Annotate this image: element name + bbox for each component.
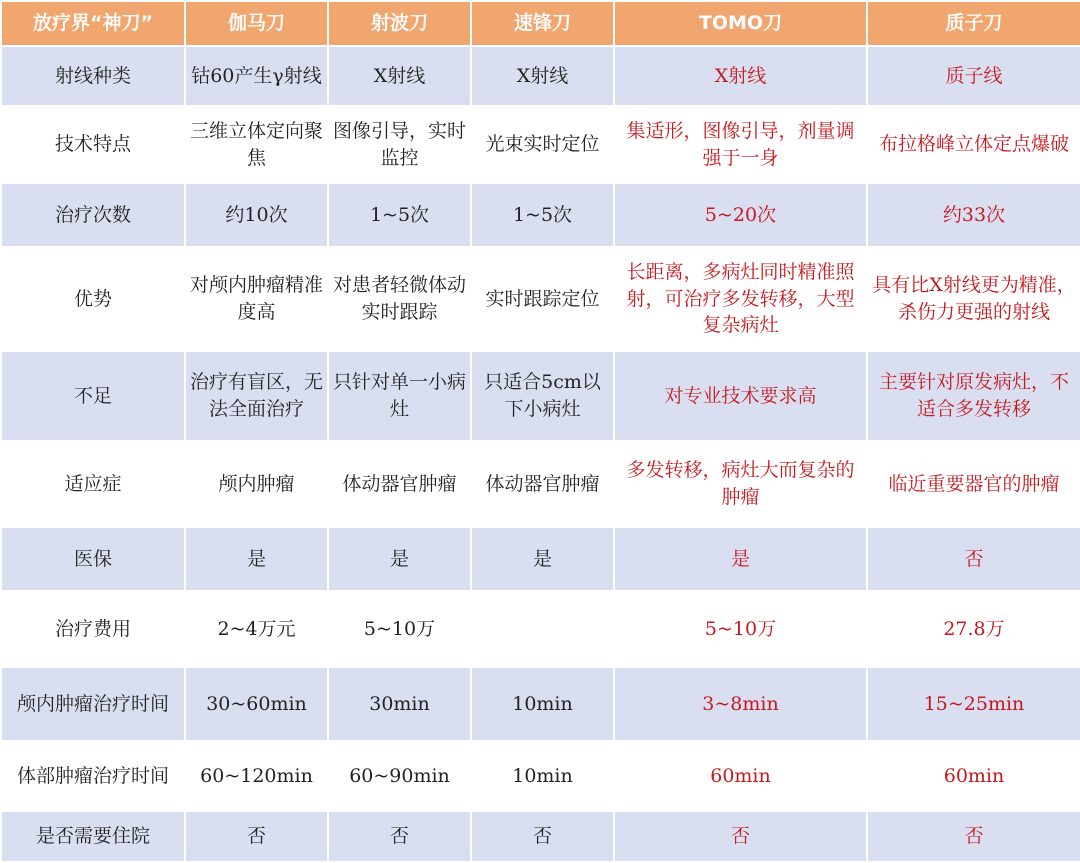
table-cell: 1~5次 [328,183,471,247]
header-cell-edge: 速锋刀 [471,1,614,46]
table-cell: 60~90min [328,741,471,811]
table-cell: 质子线 [867,46,1080,106]
table-cell: 钴60产生γ射线 [185,46,328,106]
row-label: 射线种类 [1,46,185,106]
table-cell: 约33次 [867,183,1080,247]
row-label: 不足 [1,351,185,441]
table-header [1,1,1080,46]
header-cell-category: 放疗界“神刀” [1,1,185,46]
table-cell: 颅内肿瘤 [185,441,328,527]
table-row [1,811,1080,862]
table-cell: 对颅内肿瘤精准度高 [185,247,328,351]
table-cell: 30min [328,667,471,741]
table-cell: 15~25min [867,667,1080,741]
table-cell: 是 [185,527,328,591]
table-cell: 否 [471,811,614,862]
table-cell: 具有比X射线更为精准，杀伤力更强的射线 [867,247,1080,351]
table-cell: 5~10万 [328,591,471,667]
table-cell: X射线 [328,46,471,106]
table-cell: 体动器官肿瘤 [471,441,614,527]
table-cell: 10min [471,741,614,811]
table-cell: X射线 [471,46,614,106]
table-cell: 治疗有盲区，无法全面治疗 [185,351,328,441]
table-cell: 是 [614,527,867,591]
table-cell [471,591,614,667]
table-row [1,741,1080,811]
table-cell: 只适合5cm以下小病灶 [471,351,614,441]
table-cell: 布拉格峰立体定点爆破 [867,106,1080,183]
header-cell-cyberknife: 射波刀 [328,1,471,46]
table-cell: 否 [185,811,328,862]
table-cell: 60min [867,741,1080,811]
table-cell: 三维立体定向聚焦 [185,106,328,183]
row-label: 体部肿瘤治疗时间 [1,741,185,811]
table-cell: 图像引导，实时监控 [328,106,471,183]
row-label: 技术特点 [1,106,185,183]
table-cell: 27.8万 [867,591,1080,667]
table-cell: 1~5次 [471,183,614,247]
table-cell: 只针对单一小病灶 [328,351,471,441]
table-row [1,527,1080,591]
table-cell: 10min [471,667,614,741]
header-cell-gamma-knife: 伽马刀 [185,1,328,46]
header-cell-proton: 质子刀 [867,1,1080,46]
table-row [1,351,1080,441]
table-cell: 集适形，图像引导，剂量调强于一身 [614,106,867,183]
table-cell: 否 [328,811,471,862]
table-cell: 主要针对原发病灶，不适合多发转移 [867,351,1080,441]
table-cell: 约10次 [185,183,328,247]
table-cell: 60~120min [185,741,328,811]
table-row [1,441,1080,527]
table-cell: 3~8min [614,667,867,741]
table-row [1,667,1080,741]
table-cell: X射线 [614,46,867,106]
row-label: 颅内肿瘤治疗时间 [1,667,185,741]
table-cell: 2~4万元 [185,591,328,667]
table-row [1,46,1080,106]
table-cell: 实时跟踪定位 [471,247,614,351]
table-cell: 光束实时定位 [471,106,614,183]
table-row [1,106,1080,183]
table-cell: 是 [328,527,471,591]
table-cell: 60min [614,741,867,811]
row-label: 治疗次数 [1,183,185,247]
row-label: 适应症 [1,441,185,527]
table-cell: 是 [471,527,614,591]
table-cell: 长距离，多病灶同时精准照射，可治疗多发转移，大型复杂病灶 [614,247,867,351]
table-cell: 否 [867,811,1080,862]
table-row [1,591,1080,667]
row-label: 优势 [1,247,185,351]
table-cell: 临近重要器官的肿瘤 [867,441,1080,527]
row-label: 是否需要住院 [1,811,185,862]
table-cell: 多发转移，病灶大而复杂的肿瘤 [614,441,867,527]
table-cell: 对患者轻微体动实时跟踪 [328,247,471,351]
row-label: 医保 [1,527,185,591]
table-cell: 否 [614,811,867,862]
table-cell: 对专业技术要求高 [614,351,867,441]
table-row [1,247,1080,351]
header-cell-tomo: TOMO刀 [614,1,867,46]
table-cell: 否 [867,527,1080,591]
table-cell: 5~20次 [614,183,867,247]
table-cell: 30~60min [185,667,328,741]
row-label: 治疗费用 [1,591,185,667]
table-cell: 体动器官肿瘤 [328,441,471,527]
table-cell: 5~10万 [614,591,867,667]
table-row [1,183,1080,247]
